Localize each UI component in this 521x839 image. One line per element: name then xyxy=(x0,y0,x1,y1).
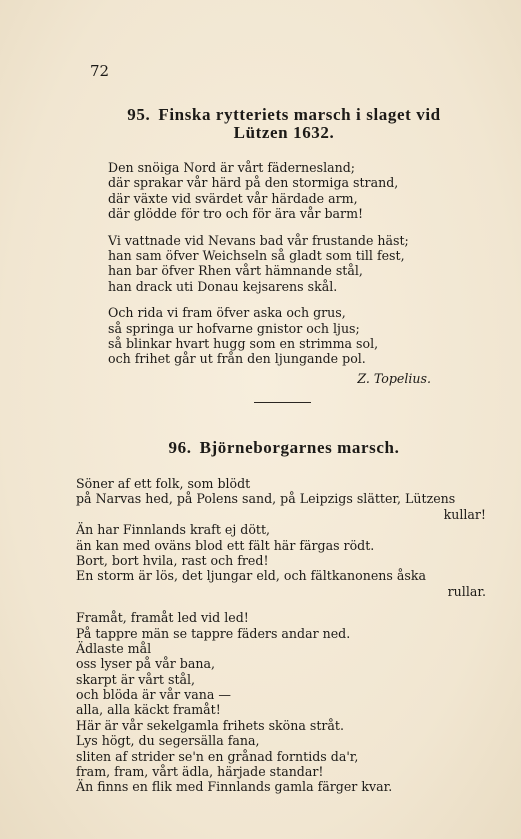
section-divider xyxy=(254,402,311,403)
verse-line: Söner af ett folk, som blödt xyxy=(76,476,251,491)
song-95-stanza-2 xyxy=(108,233,409,295)
verse-line: En storm är lös, det ljungar eld, och fältkanonens åska xyxy=(76,568,426,584)
song-95-poem xyxy=(108,160,409,378)
verse-line: Ädlaste mål xyxy=(76,640,152,656)
song-96-poem xyxy=(76,476,492,806)
verse-line: och blöda är vår vana — xyxy=(76,687,232,703)
verse-line: så springa ur hofvarne gnistor och ljus; xyxy=(108,320,360,336)
verse-line: På tappre män se tappre fäders andar ned. xyxy=(76,625,351,641)
verse-line: han drack uti Donau kejsarens skål. xyxy=(108,278,338,294)
verse-line: än kan med oväns blod ett fält här färgas rödt. xyxy=(76,537,375,553)
verse-line: oss lyser på vår bana, xyxy=(76,656,216,672)
verse-line: skarpt är vårt stål, xyxy=(76,671,196,687)
verse-line: så blinkar hvart hugg som en strimma sol, xyxy=(108,335,379,351)
verse-line-continuation: kullar! xyxy=(443,506,486,522)
verse-line: där sprakar vår härd på den stormiga strand, xyxy=(108,175,399,191)
song-95-author: Z. Topelius. xyxy=(357,371,431,386)
song-96-title-text: Björneborgarnes marsch. xyxy=(199,438,400,457)
song-96-number: 96. xyxy=(168,438,192,457)
verse-line: Lys högt, du segersälla fana, xyxy=(76,733,260,749)
verse-line: på Narvas hed, på Polens sand, på Leipzigs slätter, Lützens xyxy=(76,491,456,507)
verse-line: sliten af strider se'n en grånad forntids da'r, xyxy=(76,748,359,764)
song-95-title xyxy=(84,106,484,142)
verse-line: Och rida vi fram öfver aska och grus, xyxy=(108,305,346,321)
verse-line: där växte vid svärdet vår härdade arm, xyxy=(108,190,358,206)
verse-line: där glödde för tro och för ära vår barm! xyxy=(108,206,364,222)
verse-line: Framåt, framåt led vid led! xyxy=(76,610,249,626)
verse-line: Bort, bort hvila, rast och fred! xyxy=(76,552,269,568)
song-95-title-line2: Lützen 1632. xyxy=(233,123,335,142)
song-95-title-text-1: Finska rytteriets marsch i slaget vid xyxy=(158,105,441,124)
verse-line: Vi vattnade vid Nevans bad vår frustande häst; xyxy=(108,232,409,248)
song-96-title xyxy=(84,439,484,457)
song-96-stanza-1 xyxy=(76,476,492,599)
verse-line: Den snöiga Nord är vårt fädernesland; xyxy=(108,160,356,175)
verse-line: Här är vår sekelgamla frihets sköna stråt. xyxy=(76,717,344,733)
song-96-stanza-2 xyxy=(76,610,492,795)
verse-line-continuation: rullar. xyxy=(447,583,486,599)
verse-line: Än har Finnlands kraft ej dött, xyxy=(76,522,271,538)
verse-line: alla, alla käckt framåt! xyxy=(76,702,221,718)
song-95-title-line1 xyxy=(84,106,484,124)
verse-line: och frihet går ut från den ljungande pol. xyxy=(108,351,366,367)
song-95-number: 95. xyxy=(127,105,151,124)
verse-line: Än finns en flik med Finnlands gamla färger kvar. xyxy=(76,779,393,795)
verse-line: han bar öfver Rhen vårt hämnande stål, xyxy=(108,263,363,279)
song-95-stanza-1 xyxy=(108,160,409,222)
page-number: 72 xyxy=(90,62,110,80)
verse-line: han sam öfver Weichseln så gladt som till fest, xyxy=(108,247,405,263)
song-95-stanza-3 xyxy=(108,305,409,367)
verse-line: fram, fram, vårt ädla, härjade standar! xyxy=(76,764,324,780)
